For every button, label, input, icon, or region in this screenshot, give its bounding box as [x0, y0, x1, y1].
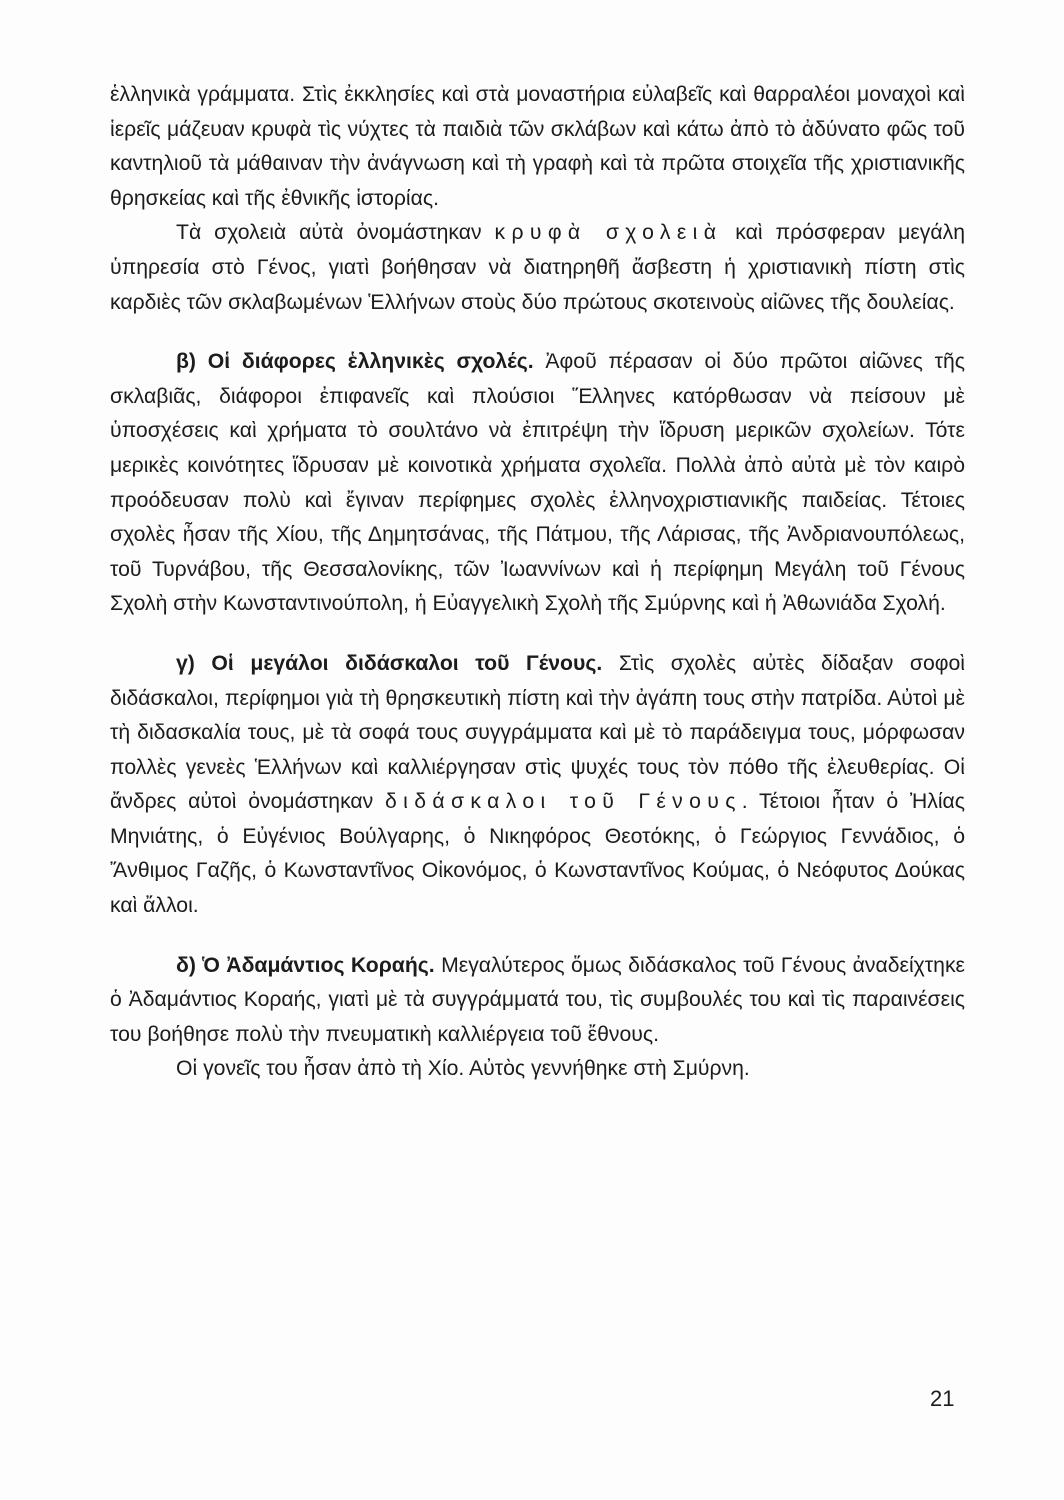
paragraph-text: καὶ πρόσφεραν μεγάλη ὑπηρεσία στὸ Γένος, γιατὶ βοήθησαν νὰ διατηρηθῆ ἄσβεστη ἡ χριστιανικὴ πίστη στὶς καρδιὲς τῶν σκλαβωμένων Ἑλλήνων στοὺς δύο πρώτους σκοτεινοὺς αἰῶνες τῆς δουλείας.	[110, 221, 965, 314]
section-heading: β) Οἱ διάφορες ἑλληνικὲς σχολές.	[176, 350, 534, 374]
paragraph-krypha-scholeia	[110, 216, 965, 320]
spaced-term: διδάσκαλοι τοῦ Γένους	[385, 790, 742, 814]
section-b-schools	[110, 345, 965, 622]
paragraph-text: Μεγαλύτερος ὅμως διδάσκαλος τοῦ Γένους ἀναδείχτηκε ὁ Ἀδαμάντιος Κοραής, γιατὶ μὲ τὰ συγγράμματά του, τὶς συμβουλές του καὶ τὶς παραινέσεις του βοήθησε πολὺ τὴν πνευματικὴ καλλιέργεια τοῦ ἔθνους.	[110, 953, 965, 1046]
section-heading: γ) Οἱ μεγάλοι διδάσκαλοι τοῦ Γένους.	[176, 651, 603, 675]
spaced-term: κρυφὰ σχολειὰ	[494, 221, 723, 245]
section-d-korais	[110, 949, 965, 1053]
section-c-teachers	[110, 647, 965, 924]
page-body	[110, 78, 965, 1087]
page-number: 21	[930, 1386, 955, 1411]
paragraph-text: Τὰ σχολειὰ αὐτὰ ὀνομάστηκαν	[176, 221, 495, 245]
paragraph-opening: ἑλληνικὰ γράμματα. Στὶς ἐκκλησίες καὶ στὰ μοναστήρια εὐλαβεῖς καὶ θαρραλέοι μοναχοὶ καὶ ἱερεῖς μάζευαν κρυφὰ τὶς νύχτες τὰ παιδιὰ τῶν σκλάβων καὶ κάτω ἀπὸ τὸ ἀδύνατο φῶς τοῦ καντηλιοῦ τὰ μάθαιναν τὴν ἀνάγνωση καὶ τὴ γραφὴ καὶ τὰ πρῶτα στοιχεῖα τῆς χριστιανικῆς θρησκείας καὶ τῆς ἐθνικῆς ἱστορίας.	[110, 83, 965, 210]
paragraph-closing: Οἱ γονεῖς του ἦσαν ἀπὸ τὴ Χίο. Αὐτὸς γεννήθηκε στὴ Σμύρνη.	[176, 1057, 750, 1081]
paragraph-text: Στὶς σχολὲς αὐτὲς δίδαξαν σοφοὶ διδάσκαλοι, περίφημοι γιὰ τὴ θρησκευτικὴ πίστη καὶ τὴν ἀγάπη τους στὴν πατρίδα. Αὐτοὶ μὲ τὴ διδασκαλία τους, μὲ τὰ σοφά τους συγγράμματα καὶ μὲ τὸ παράδειγμα τους, μόρφωσαν πολλὲς γενεὲς Ἑλλήνων καὶ καλλιέργησαν στὶς ψυχές τους τὸν πόθο τῆς ἐλευθερίας. Οἱ ἄνδρες αὐτοὶ ὀνομάστηκαν	[110, 651, 965, 814]
section-heading: δ) Ὁ Ἀδαμάντιος Κοραής.	[176, 953, 435, 977]
paragraph-text: Ἀφοῦ πέρασαν οἱ δύο πρῶτοι αἰῶνες τῆς σκλαβιᾶς, διάφοροι ἐπιφανεῖς καὶ πλούσιοι Ἕλληνες κατόρθωσαν νὰ πείσουν μὲ ὑποσχέσεις καὶ χρήματα τὸ σουλτάνο νὰ ἐπιτρέψη τὴν ἵδρυση μερικῶν σχολείων. Τότε μερικὲς κοινότητες ἵδρυσαν μὲ κοινοτικὰ χρήματα σχολεῖα. Πολλὰ ἀπὸ αὐτὰ μὲ τὸν καιρὸ προόδευσαν πολὺ καὶ ἔγιναν περίφημες σχολὲς ἑλληνοχριστιανικῆς παιδείας. Τέτοιες σχολὲς ἦσαν τῆς Χίου, τῆς Δημητσάνας, τῆς Πάτμου, τῆς Λάρισας, τῆς Ἀνδριανουπόλεως, τοῦ Τυρνάβου, τῆς Θεσσαλονίκης, τῶν Ἰωαννίνων καὶ ἡ περίφημη Μεγάλη τοῦ Γένους Σχολὴ στὴν Κωνσταντινούπολη, ἡ Εὐαγγελικὴ Σχολὴ τῆς Σμύρνης καὶ ἡ Ἀθωνιάδα Σχολή.	[110, 350, 965, 616]
paragraph-text: . Τέτοιοι ἦταν ὁ Ἠλίας Μηνιάτης, ὁ Εὐγένιος Βούλγαρης, ὁ Νικηφόρος Θεοτόκης, ὁ Γεώργιος Γεννάδιος, ὁ Ἄνθιμος Γαζῆς, ὁ Κωνσταντῖνος Οἰκονόμος, ὁ Κωνσταντῖνος Κούμας, ὁ Νεόφυτος Δούκας καὶ ἄλλοι.	[110, 790, 965, 918]
